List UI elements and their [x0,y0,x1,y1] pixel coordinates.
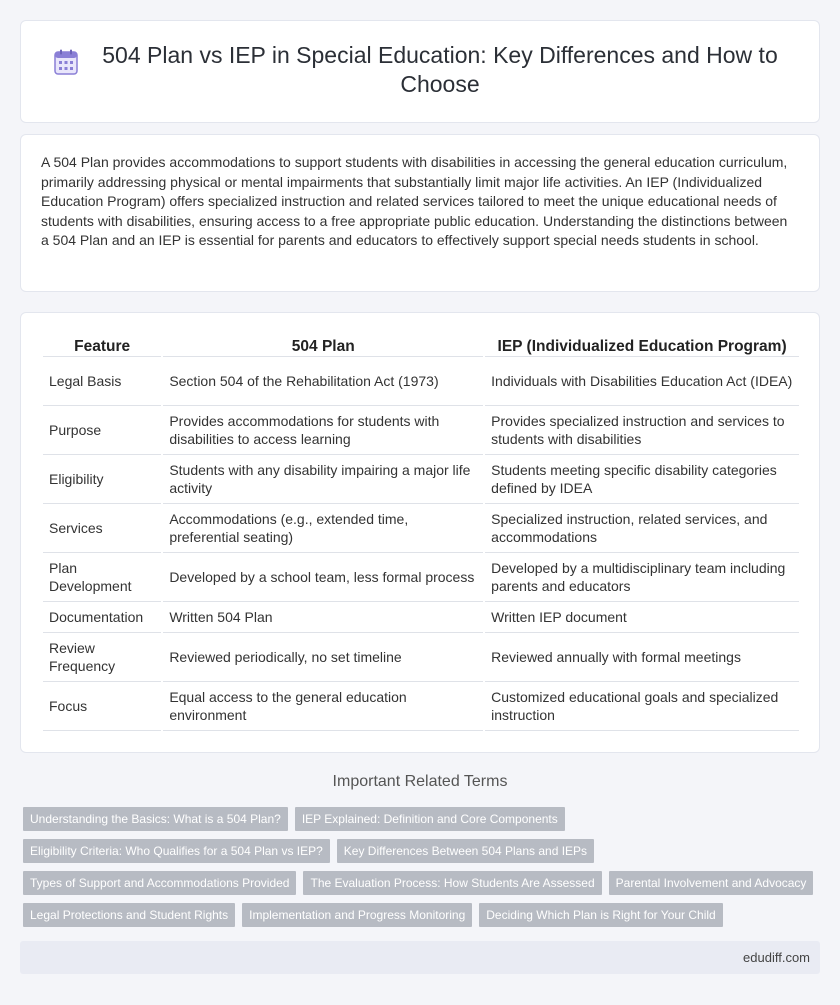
table-row [43,357,799,406]
iep-cell: Provides specialized instruction and services to students with disabilities [485,406,799,455]
table-row [43,504,799,553]
feature-cell: Review Frequency [43,633,161,682]
feature-cell: Purpose [43,406,161,455]
feature-cell: Documentation [43,602,161,633]
plan504-cell: Reviewed periodically, no set timeline [163,633,483,682]
plan504-cell: Accommodations (e.g., extended time, preferential seating) [163,504,483,553]
related-term-tag[interactable]: IEP Explained: Definition and Core Components [295,807,565,831]
footer [20,941,820,974]
table-row [43,406,799,455]
related-term-tag[interactable]: Implementation and Progress Monitoring [242,903,472,927]
plan504-cell: Equal access to the general education environment [163,682,483,731]
related-terms-heading: Important Related Terms [332,773,508,790]
comparison-table [41,335,801,731]
iep-cell: Specialized instruction, related services, and accommodations [485,504,799,553]
feature-cell: Plan Development [43,553,161,602]
header-iep: IEP (Individualized Education Program) [485,335,799,357]
feature-cell: Services [43,504,161,553]
header-feature: Feature [43,335,161,357]
related-term-tag[interactable]: The Evaluation Process: How Students Are Assessed [303,871,601,895]
plan504-cell: Provides accommodations for students with disabilities to access learning [163,406,483,455]
feature-cell: Eligibility [43,455,161,504]
related-terms-list [23,807,823,935]
feature-cell: Legal Basis [43,357,161,406]
related-term-tag[interactable]: Parental Involvement and Advocacy [609,871,814,895]
related-term-tag[interactable]: Legal Protections and Student Rights [23,903,235,927]
iep-cell: Students meeting specific disability categories defined by IDEA [485,455,799,504]
related-term-tag[interactable]: Key Differences Between 504 Plans and IEPs [337,839,594,863]
plan504-cell: Written 504 Plan [163,602,483,633]
related-term-tag[interactable]: Deciding Which Plan is Right for Your Child [479,903,722,927]
related-term-tag[interactable]: Understanding the Basics: What is a 504 Plan? [23,807,288,831]
table-row [43,682,799,731]
iep-cell: Developed by a multidisciplinary team including parents and educators [485,553,799,602]
page-title: 504 Plan vs IEP in Special Education: Key Differences and How to Choose [102,42,778,97]
title-card [20,20,820,123]
plan504-cell: Developed by a school team, less formal process [163,553,483,602]
footer-site-link[interactable]: edudiff.com [743,950,810,965]
related-term-tag[interactable]: Eligibility Criteria: Who Qualifies for a 504 Plan vs IEP? [23,839,330,863]
iep-cell: Written IEP document [485,602,799,633]
intro-card [20,134,820,292]
intro-paragraph: A 504 Plan provides accommodations to support students with disabilities in accessing the general education curriculum, primarily addressing physical or mental impairments that substantially limit major life activities. An IEP (Individualized Education Program) offers specialized instruction and related services tailored to meet the unique educational needs of students with disabilities, ensuring access to a free appropriate public education. Understanding the distinctions between a 504 Plan and an IEP is essential for parents and educators to effectively support special needs students in school. [41,154,788,249]
table-row [43,553,799,602]
plan504-cell: Section 504 of the Rehabilitation Act (1973) [163,357,483,406]
iep-cell: Individuals with Disabilities Education Act (IDEA) [485,357,799,406]
header-504-plan: 504 Plan [163,335,483,357]
table-row [43,633,799,682]
related-term-tag[interactable]: Types of Support and Accommodations Provided [23,871,296,895]
table-row [43,455,799,504]
table-header-row [43,335,799,357]
plan504-cell: Students with any disability impairing a major life activity [163,455,483,504]
table-row [43,602,799,633]
feature-cell: Focus [43,682,161,731]
comparison-card [20,312,820,753]
iep-cell: Customized educational goals and specialized instruction [485,682,799,731]
iep-cell: Reviewed annually with formal meetings [485,633,799,682]
